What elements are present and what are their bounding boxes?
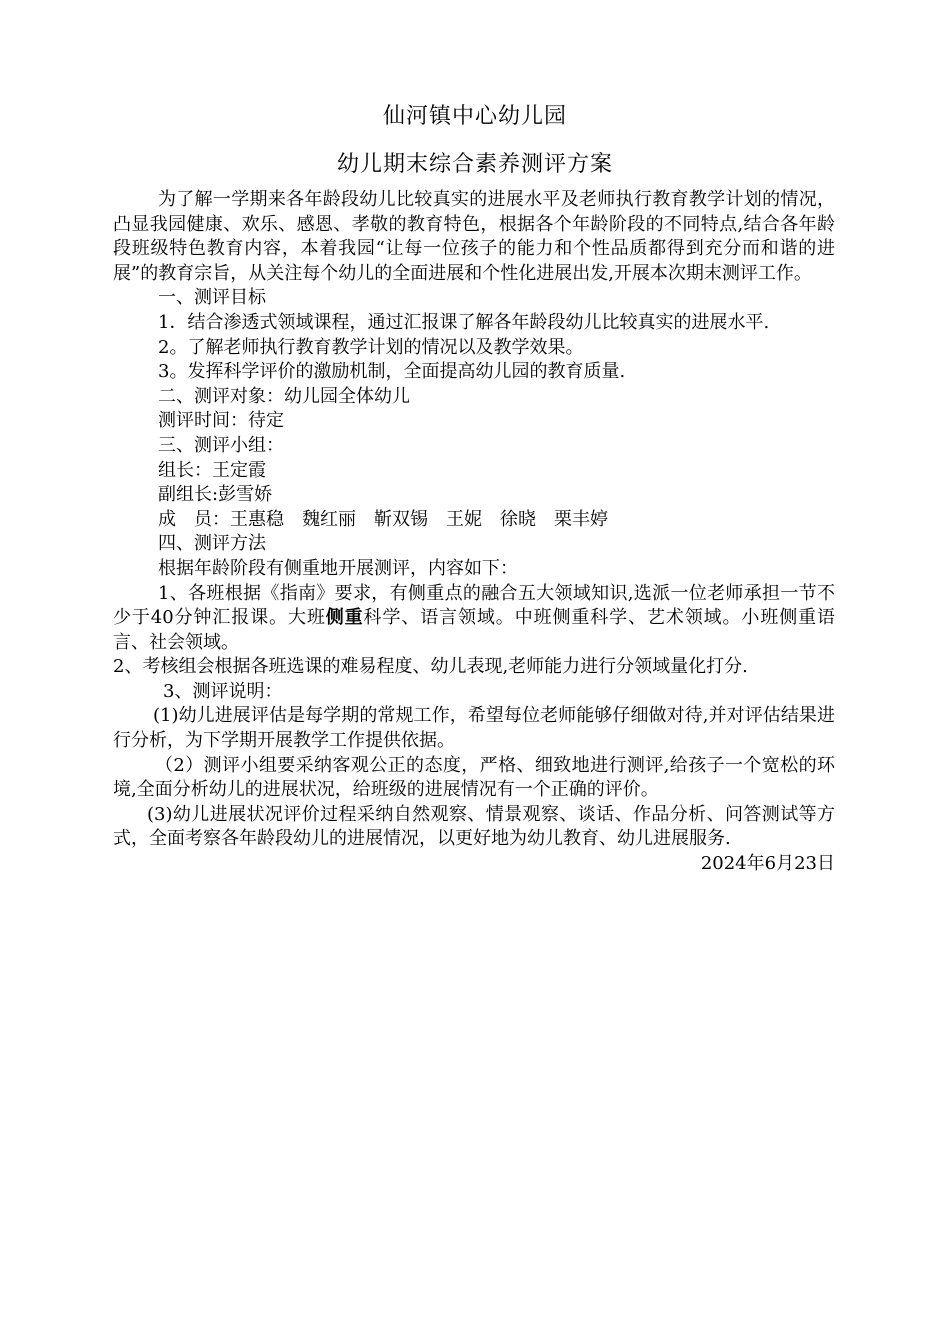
team-members: 成 员：王惠稳 魏红丽 靳双锡 王妮 徐晓 栗丰婷 — [158, 508, 608, 530]
goal-item-1: 1．结合渗透式领域课程，通过汇报课了解各年龄段幼儿比较真实的进展水平. — [158, 311, 770, 333]
eval-time: 测评时间：待定 — [158, 410, 284, 432]
section-heading-goals: 一、测评目标 — [158, 287, 266, 309]
team-leader: 组长：王定霞 — [158, 459, 266, 481]
section-heading-subjects: 二、测评对象：幼儿园全体幼儿 — [158, 385, 410, 407]
method-item-1-emphasis: 侧重 — [325, 607, 364, 629]
document-title: 幼儿期末综合素养测评方案 — [336, 152, 613, 177]
method-intro: 根据年龄阶段有侧重地开展测评，内容如下： — [158, 557, 518, 579]
method-item-2: 2、考核组会根据各班选课的难易程度、幼儿表现,老师能力进行分领域量化打分. — [113, 656, 748, 678]
goal-item-3: 3。发挥科学评价的激励机制，全面提高幼儿园的教育质量. — [158, 361, 626, 383]
team-vice-leader: 副组长:彭雪娇 — [158, 484, 273, 506]
document-body — [113, 188, 835, 877]
method-item-1 — [113, 582, 835, 656]
section-heading-notes: 3、测评说明： — [163, 680, 283, 702]
org-title: 仙河镇中心幼儿园 — [382, 104, 567, 129]
method-item-1-text-b: 科学、语言领域。中班侧重科学、艺术领域。小班侧重语言、社会领域。 — [113, 607, 836, 653]
method-item-1-text-a: 1、各班根据《指南》要求，有侧重点的融合五大领域知识,选派一位老师承担一节不少于40分钟汇报课。大班 — [113, 582, 835, 629]
note-item-1: (1)幼儿进展评估是每学期的常规工作，希望每位老师能够仔细做对待,并对评估结果进行分析，为下学期开展教学工作提供依据。 — [113, 705, 835, 752]
section-heading-team: 三、测评小组： — [158, 434, 284, 456]
intro-paragraph: 为了解一学期来各年龄段幼儿比较真实的进展水平及老师执行教育教学计划的情况，凸显我园健康、欢乐、感恩、孝敬的教育特色，根据各个年龄阶段的不同特点,结合各年龄段班级特色教育内容，本着我园“让每一位孩子的能力和个性品质都得到充分而和谐的进展”的教育宗旨，从关注每个幼儿的全面进展和个性化进展出发,开展本次期末测评工作。 — [113, 189, 835, 284]
goal-item-2: 2。了解老师执行教育教学计划的情况以及教学效果。 — [158, 336, 584, 358]
note-item-3: (3)幼儿进展状况评价过程采纳自然观察、情景观察、谈话、作品分析、问答测试等方式，全面考察各年龄段幼儿的进展情况，以更好地为幼儿教育、幼儿进展服务. — [113, 803, 835, 850]
note-item-2: （2）测评小组要采纳客观公正的态度，严格、细致地进行测评,给孩子一个宽松的环境,全面分析幼儿的进展状况，给班级的进展情况有一个正确的评价。 — [113, 754, 835, 801]
document-date: 2024年6月23日 — [700, 853, 835, 875]
section-heading-methods: 四、测评方法 — [158, 533, 266, 555]
